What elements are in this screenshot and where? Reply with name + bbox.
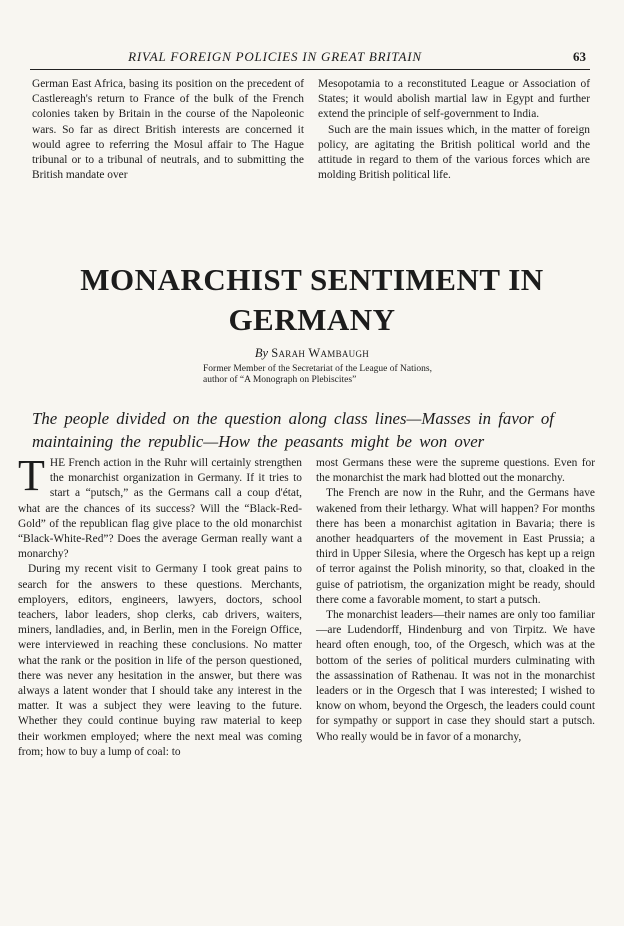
paragraph: Such are the main issues which, in the matter of foreign policy, are agitating the British political world and the attitude in regard to them of the various forces which are molding British political life.	[318, 123, 590, 182]
paragraph: German East Africa, basing its position on the precedent of Castlereagh's return to France of the bulk of the French colonies taken by Britain in the course of the Napoleonic wars. So far as direct British interests are concerned it would agree to referring the Mosul affair to The Hague tribunal or to a tribunal of neutrals, and to submitting the British mandate over	[32, 78, 304, 182]
paragraph: The French are now in the Ruhr, and the Germans have wakened from their lethargy. What will happen? For months there has been a monarchist agitation in Bavaria; there is another headquarters of the movement in East Prussia; a third in Upper Silesia, where the Orgesch has kept up a reign of terror against the Polish minority, so that, cloaked in the guise of patriotism, the organization might be ready, should there come a favorable moment, to start a putsch.	[316, 487, 595, 606]
byline-prefix: By	[254, 346, 269, 360]
previous-article-right-column	[318, 77, 590, 183]
previous-article-left-column	[32, 77, 304, 183]
byline	[0, 346, 624, 361]
running-title: RIVAL FOREIGN POLICIES IN GREAT BRITAIN	[128, 49, 422, 64]
paragraph: most Germans these were the supreme questions. Even for the monarchist the mark had blotted out the monarchy.	[316, 457, 595, 485]
article-left-column	[18, 451, 302, 760]
paragraph: During my recent visit to Germany I took great pains to search for the answers to these questions. Merchants, employers, editors, engineers, lawyers, doctors, school teachers, labor leaders, shop clerks, cab drivers, waiters, miners, landladies, and, in Berlin, men in the Foreign Office, were interviewed in reaching these conclusions. No matter what the rank or the position in life of the person questioned, there was never any hesitation in the answer, but there was always a latent wonder that I should take any interest in the matter. It was a subject they were leaving to the future. Whether they could continue buying raw material to keep their workmen employed; where the next meal was coming from; how to buy a lump of coal: to	[18, 563, 302, 758]
article-title-line-2: GERMANY	[228, 302, 396, 337]
page-number: 63	[573, 49, 586, 64]
drop-cap: T	[18, 451, 45, 500]
paragraph: Mesopotamia to a reconstituted League or Association of States; it would abolish martial law in Egypt and further extend the principle of self-government to India.	[318, 78, 590, 121]
paragraph-text: HE French action in the Ruhr will certainly strengthen the monarchist organization in Germany. If it tries to start a “putsch,” as the Germans call a coup d'état, what are the chances of its success? Will the “Black-Red-Gold” of the republican flag give place to the old monarchist “Black-White-Red”? Does the average German really want a monarchy?	[18, 457, 302, 561]
article-deck: The people divided on the question along class lines—Masses in favor of maintaining the republic—How the peasants might be won over	[32, 409, 554, 451]
article-title-line-1: MONARCHIST SENTIMENT IN	[80, 262, 544, 297]
author-affiliation: Former Member of the Secretariat of the League of Nations, author of “A Monograph on Plebiscites”	[203, 364, 432, 385]
paragraph: The monarchist leaders—their names are only too familiar—are Ludendorff, Hindenburg and von Tirpitz. We have heard often enough, too, of the Orgesch, which was at the bottom of the series of political murders culminating with the assassination of Rathenau. It was not in the monarchist leaders or in the Orgesch that I was interested; I wished to know on whom, beyond the Orgesch, the leaders could count for sympathy or support in case they should start a putsch. Who really would be in favor of a monarchy,	[316, 609, 595, 743]
paragraph	[18, 451, 302, 562]
author-name: Sarah Wambaugh	[271, 346, 370, 360]
running-header	[30, 49, 590, 70]
article-right-column	[316, 456, 595, 745]
